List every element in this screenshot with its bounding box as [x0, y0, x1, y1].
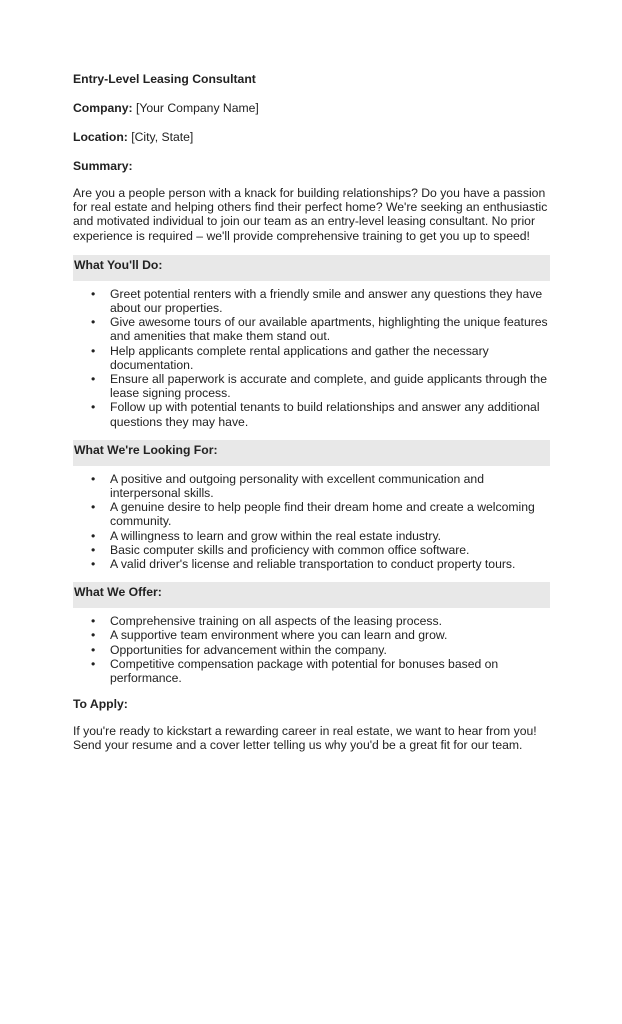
location-line [73, 129, 550, 145]
list-item [91, 500, 550, 529]
list-item-text: Give awesome tours of our available apartments, highlighting the unique features and amenities that make them stand out. [110, 315, 548, 344]
apply-text: If you're ready to kickstart a rewarding career in real estate, we want to hear from you! Send your resume and a cover letter telling us why you'd be a great fit for our team. [73, 724, 537, 753]
document-body [73, 71, 550, 765]
location-value: [City, State] [131, 130, 194, 144]
bullet-icon: • [91, 656, 96, 671]
bullet-icon: • [91, 528, 96, 543]
section-list-what-we-offer [73, 614, 550, 685]
list-item-text: A positive and outgoing personality with excellent communication and interpersonal skills. [110, 471, 484, 501]
bullet-icon: • [91, 614, 96, 629]
list-item-text: A supportive team environment where you can learn and grow. [110, 628, 448, 643]
section-heading-what-youll-do: What You'll Do: [73, 255, 550, 281]
bullet-icon: • [91, 557, 96, 572]
company-line [73, 100, 550, 116]
section-list-what-were-looking-for [73, 472, 550, 571]
list-item-text: Greet potential renters with a friendly smile and answer any questions they have about our properties. [110, 286, 543, 316]
list-item-text: Follow up with potential tenants to build relationships and answer any additional questions they may have. [110, 400, 540, 429]
list-item-text: A valid driver's license and reliable transportation to conduct property tours. [110, 557, 516, 572]
bullet-icon: • [91, 343, 96, 358]
company-value: [Your Company Name] [135, 101, 259, 115]
list-item [91, 528, 550, 543]
list-item [91, 614, 550, 629]
company-label: Company: [73, 101, 133, 115]
bullet-icon: • [91, 400, 96, 415]
list-item [91, 642, 550, 657]
bullet-icon: • [91, 642, 96, 657]
location-label: Location: [73, 130, 128, 144]
bullet-icon: • [91, 628, 96, 643]
job-title: Entry-Level Leasing Consultant [73, 72, 256, 86]
bullet-icon: • [91, 542, 96, 557]
list-item-text: Ensure all paperwork is accurate and complete, and guide applicants through the lease signing process. [110, 372, 547, 401]
list-item-text: A genuine desire to help people find their dream home and create a welcoming community. [110, 500, 535, 529]
summary-heading: Summary: [73, 159, 133, 173]
list-item [91, 315, 550, 344]
list-item [91, 343, 550, 372]
list-item-text: A willingness to learn and grow within the real estate industry. [110, 528, 442, 543]
list-item-text: Comprehensive training on all aspects of the leasing process. [110, 614, 442, 629]
list-item [91, 286, 550, 316]
section-heading-what-we-offer: What We Offer: [73, 582, 550, 608]
list-item [91, 542, 550, 557]
list-item-text: Competitive compensation package with potential for bonuses based on performance. [110, 656, 499, 686]
bullet-icon: • [91, 471, 96, 486]
bullet-icon: • [91, 372, 96, 387]
list-item-text: Opportunities for advancement within the company. [110, 642, 387, 657]
summary-text: Are you a people person with a knack for building relationships? Do you have a passion for real estate and helping others find their perfect home? We're seeking an enthusiastic and motivated individual to join our team as an entry-level leasing consultant. No prior experience is required – we'll provide comprehensive training to get you up to speed! [73, 186, 548, 243]
list-item-text: Help applicants complete rental applications and gather the necessary documentation. [110, 343, 489, 372]
bullet-icon: • [91, 286, 96, 301]
list-item [91, 628, 550, 643]
bullet-icon: • [91, 315, 96, 330]
list-item [91, 471, 550, 501]
apply-heading: To Apply: [73, 697, 128, 712]
bullet-icon: • [91, 500, 96, 515]
list-item [91, 372, 550, 401]
list-item [91, 656, 550, 686]
section-list-what-youll-do [73, 287, 550, 429]
list-item-text: Basic computer skills and proficiency with common office software. [110, 542, 470, 557]
list-item [91, 557, 550, 572]
list-item [91, 400, 550, 429]
section-heading-what-were-looking-for: What We're Looking For: [73, 440, 550, 466]
